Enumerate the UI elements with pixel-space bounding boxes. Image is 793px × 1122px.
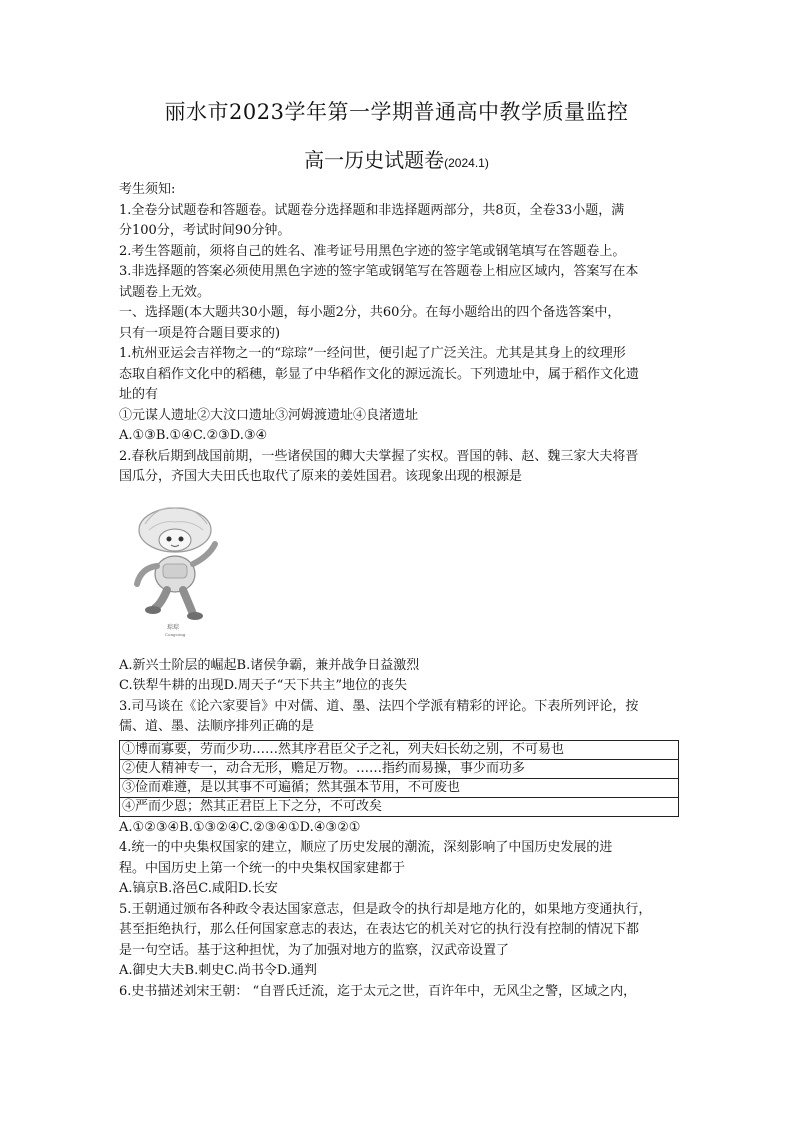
q3-stem: 儒、道、墨、法顺序排列正确的是 [119,719,315,734]
q2-options: A.新兴士阶层的崛起B.诸侯争霸，兼并战争日益激烈 [119,657,420,673]
q1-stem: 1.杭州亚运会吉祥物之一的“琮琮”一经问世，便引起了广泛关注。尤其是其身上的纹理形 [119,346,626,361]
exam-content [119,180,679,1002]
table-row [120,797,679,816]
notice-line: 试题卷上无效。 [119,284,211,300]
notice-heading: 考生须知: [119,182,176,197]
section-heading: 一、选择题(本大题共30小题，每小题2分，共60分。在每小题给出的四个备选答案中， [119,305,621,320]
q4-stem: 4.统一的中央集权国家的建立，顺应了历史发展的潮流，深刻影响了中国历史发展的进 [119,840,613,855]
q6-stem: 6.史书描述刘宋王朝： “自晋氏迁流，迄于太元之世，百许年中，无风尘之警，区域之内， [119,983,637,999]
table-cell: ②使人精神专一，动合无形，赡足万物。……指约而易操，事少而功多 [120,759,679,778]
mascot-pinyin: Congcong [165,631,186,637]
table-row [120,740,679,759]
notice-line: 分100分，考试时间90分钟。 [119,223,291,238]
q1-options: A.①③B.①④C.②③D.③④ [119,428,268,443]
q5-stem: 是一句空话。基于这种担忧，为了加强对地方的监察，汉武帝设置了 [119,942,510,958]
q5-options: A.御史大夫B.刺史C.尚书令D.通判 [119,963,317,978]
q3-stem: 3.司马谈在《论六家要旨》中对儒、道、墨、法四个学派有精彩的评论。下表所列评论，按 [119,698,639,714]
q2-stem: 国瓜分，齐国大夫田氏也取代了原来的姜姓国君。该现象出现的根源是 [119,469,523,484]
notice-line: 2.考生答题前，须将自己的姓名、准考证号用黑色字迹的签字笔或钢笔填写在答题卷上。 [119,243,626,259]
exam-date: (2024.1) [444,156,489,170]
table-row [120,778,679,797]
q2-stem: 2.春秋后期到战国前期，一些诸侯国的卿大夫掌握了实权。晋国的韩、赵、魏三家大夫将晋 [119,448,639,464]
mascot-congcong-image [127,500,227,640]
q2-options: C.铁犁牛耕的出现D.周天子“天下共主”地位的丧失 [119,678,407,693]
section-heading: 只有一项是符合题目要求的) [119,325,281,341]
table-cell: ①博而寡要，劳而少功……然其序君臣父子之礼，列夫妇长幼之别，不可易也 [120,740,679,759]
q4-options: A.镐京B.洛邑C.咸阳D.长安 [119,881,278,896]
q3-options: A.①②③④B.①③②④C.②③④①D.④③②① [119,819,361,835]
table-cell: ③俭而难遵，是以其事不可遍循；然其强本节用，不可废也 [120,778,679,797]
subtitle-text: 高一历史试题卷 [304,148,445,172]
notice-line: 3.非选择题的答案必须使用黑色字迹的签字笔或钢笔写在答题卷上相应区域内，答案写在本 [119,264,639,279]
q1-stem: 态取自稻作文化中的稻穗，彰显了中华稻作文化的源远流长。下列遗址中，属于稻作文化遗 [119,366,640,382]
mascot-caption: 琮琮 [167,623,180,631]
q1-items: ①元谋人遗址②大汶口遗址③河姆渡遗址④良渚遗址 [119,407,419,423]
q4-stem: 程。中国历史上第一个统一的中央集权国家建都于 [119,860,406,876]
exam-title: 丽水市2023学年第一学期普通高中教学质量监控 [164,100,629,124]
table-cell: ④严而少恩；然其正君臣上下之分，不可改矣 [120,797,679,816]
q5-stem: 甚至拒绝执行，那么任何国家意志的表达，在表达它的机关对它的执行没有控制的情况下都 [119,922,640,937]
exam-subtitle [0,144,793,173]
notice-line: 1.全卷分试题卷和答题卷。试题卷分选择题和非选择题两部分，共8页，全卷33小题，满 [119,202,625,218]
q3-table [119,740,679,817]
q1-stem: 址的有 [119,387,159,402]
q5-stem: 5.王朝通过颁布各种政令表达国家意志，但是政令的执行却是地方化的，如果地方变通执行， [119,901,652,917]
table-row [120,759,679,778]
